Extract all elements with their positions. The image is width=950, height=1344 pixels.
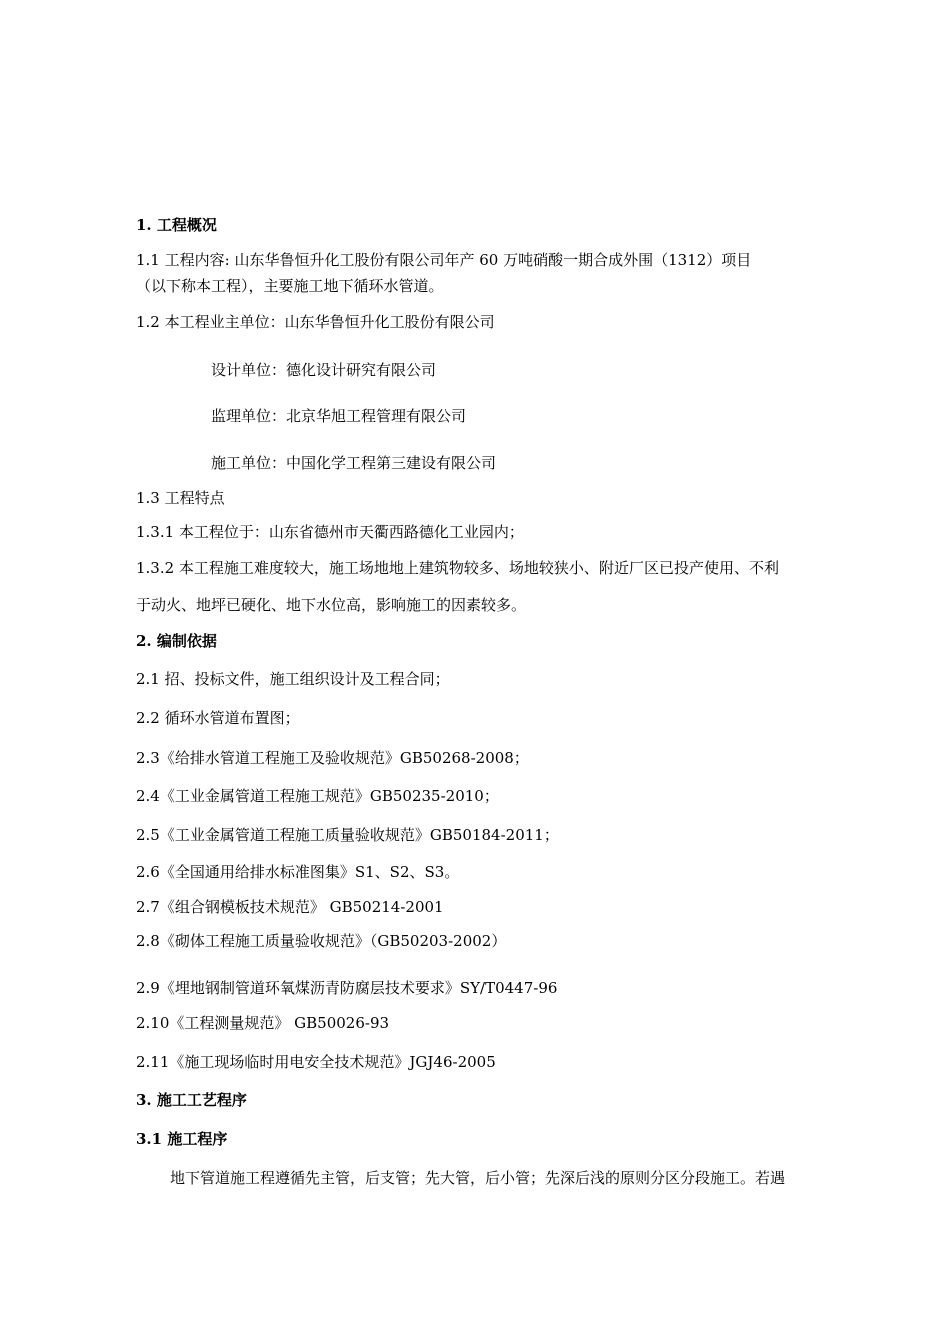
reference-item: 2.5《工业金属管道工程施工质量验收规范》GB50184-2011； [136,826,559,844]
reference-item: 2.1 招、投标文件，施工组织设计及工程合同； [136,670,450,688]
construction-unit: 施工单位：中国化学工程第三建设有限公司 [211,454,497,472]
reference-item: 2.3《给排水管道工程施工及验收规范》GB50268-2008； [136,749,529,767]
reference-item: 2.6《全国通用给排水标准图集》S1、S2、S3。 [136,863,460,881]
section-1-heading: 1. 工程概况 [136,216,217,234]
reference-item: 2.11《施工现场临时用电安全技术规范》JGJ46-2005 [136,1053,496,1071]
section-3-1-heading: 3.1 施工程序 [136,1130,228,1148]
reference-item: 2.10《工程测量规范》 GB50026-93 [136,1014,390,1032]
section-3-1-paragraph: 地下管道施工程遵循先主管，后支管；先大管，后小管；先深后浅的原则分区分段施工。若遇 [170,1169,786,1187]
paragraph-1-3-1: 1.3.1 本工程位于：山东省德州市天衢西路德化工业园内； [136,523,524,541]
design-unit: 设计单位：德化设计研究有限公司 [211,361,437,379]
paragraph-1-3-heading: 1.3 工程特点 [136,489,225,507]
section-3-heading: 3. 施工工艺程序 [136,1091,247,1109]
reference-item: 2.2 循环水管道布置图； [136,709,300,727]
paragraph-1-3-2-line-1: 1.3.2 本工程施工难度较大，施工场地地上建筑物较多、场地较狭小、附近厂区已投产使用、不利 [136,559,779,577]
section-2-heading: 2. 编制依据 [136,632,217,650]
reference-item: 2.9《埋地钢制管道环氧煤沥青防腐层技术要求》SY/T0447-96 [136,979,558,997]
reference-item: 2.4《工业金属管道工程施工规范》GB50235-2010； [136,787,499,805]
reference-item: 2.8《砌体工程施工质量验收规范》（GB50203-2002） [136,932,507,950]
paragraph-1-1-line-1: 1.1 工程内容: 山东华鲁恒升化工股份有限公司年产 60 万吨硝酸一期合成外围（1312）项目 [136,251,752,269]
paragraph-1-3-2-line-2: 于动火、地坪已硬化、地下水位高，影响施工的因素较多。 [136,596,527,614]
supervision-unit: 监理单位：北京华旭工程管理有限公司 [211,407,467,425]
reference-item: 2.7《组合钢模板技术规范》 GB50214-2001 [136,898,444,916]
paragraph-1-2-owner: 1.2 本工程业主单位：山东华鲁恒升化工股份有限公司 [136,313,495,331]
paragraph-1-1-line-2: （以下称本工程），主要施工地下循环水管道。 [136,277,444,295]
